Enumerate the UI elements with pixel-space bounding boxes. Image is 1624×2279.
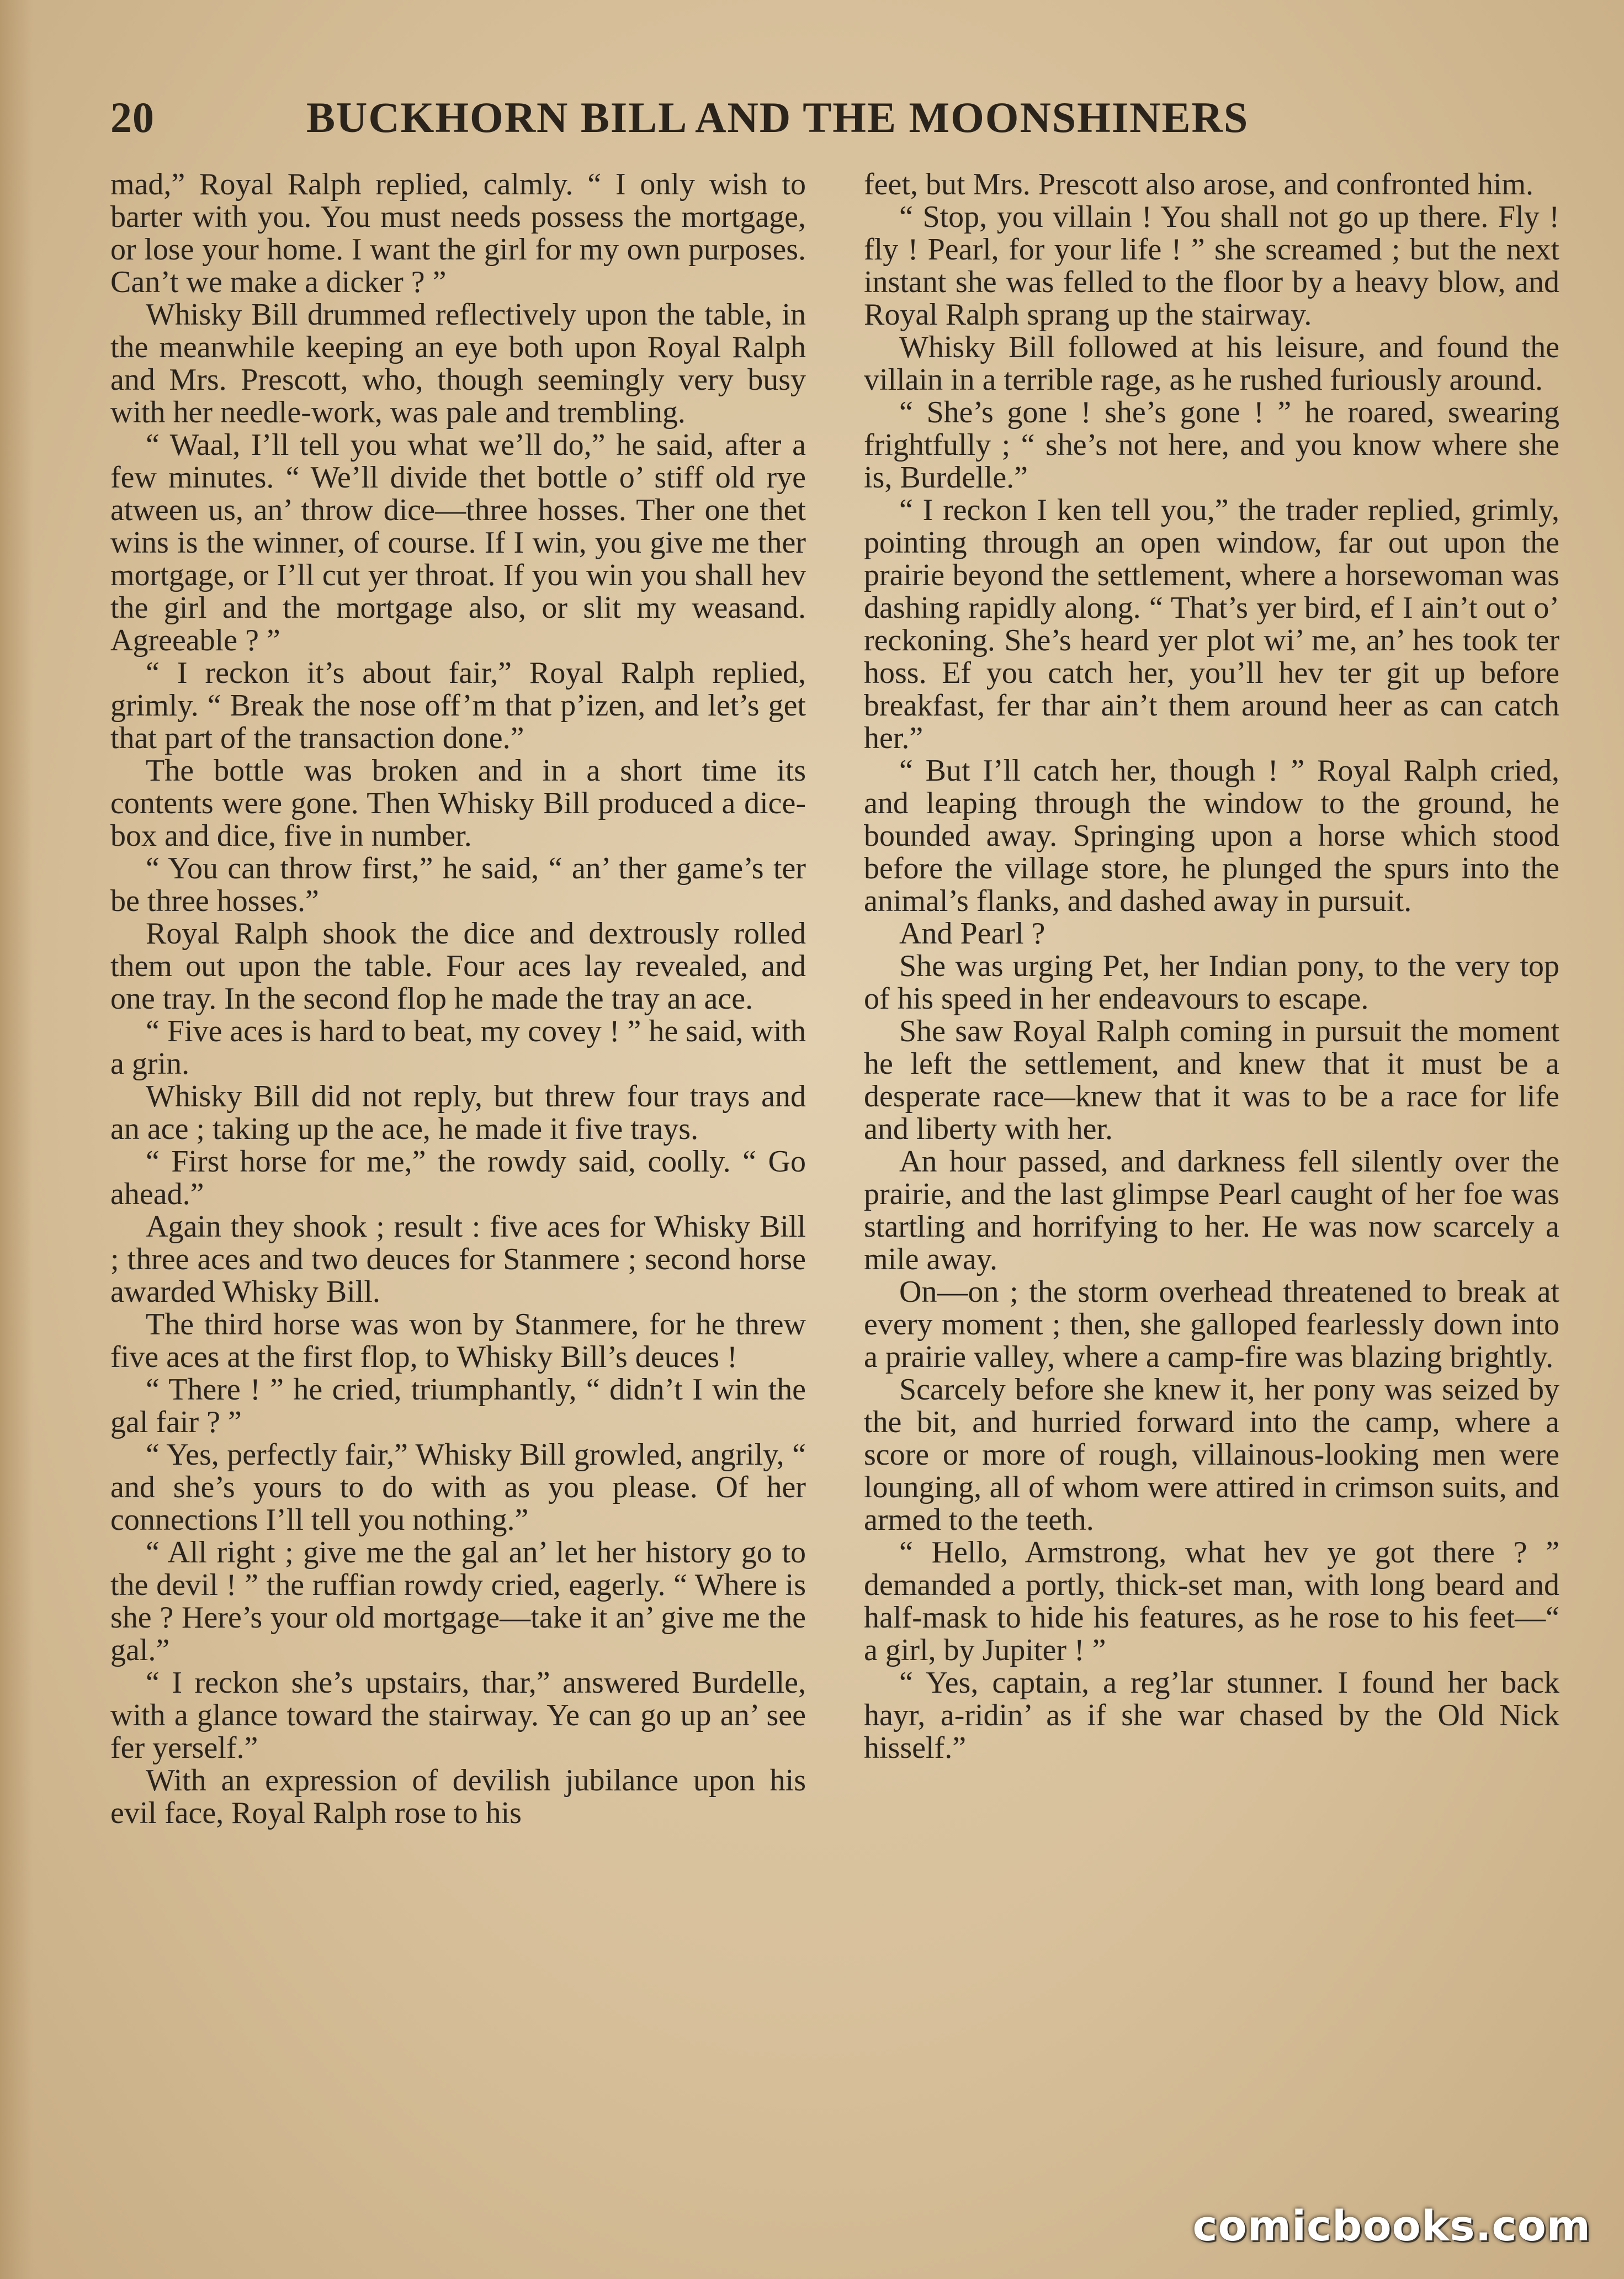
paragraph: The bottle was broken and in a short time its contents were gone. Then Whisky Bill produced a dice-box and dice, five in number. bbox=[110, 754, 806, 853]
paragraph: She saw Royal Ralph coming in pursuit the moment he left the settlement, and knew that it must be a desperate race—knew that it was to be a race for life and liberty with her. bbox=[864, 1014, 1559, 1146]
paragraph: “ Yes, captain, a reg’lar stunner. I found her back hayr, a-ridin’ as if she war chased by the Old Nick hisself.” bbox=[864, 1666, 1559, 1765]
paragraph: With an expression of devilish jubilance upon his evil face, Royal Ralph rose to his bbox=[110, 1763, 806, 1830]
paragraph: feet, but Mrs. Prescott also arose, and confronted him. bbox=[864, 167, 1534, 202]
paragraph: “ She’s gone ! she’s gone ! ” he roared, swearing frightfully ; “ she’s not here, and you know where she is, Burdelle.” bbox=[864, 395, 1559, 495]
paragraph: She was urging Pet, her Indian pony, to the very top of his speed in her endeavours to escape. bbox=[864, 949, 1559, 1016]
paragraph: mad,” Royal Ralph replied, calmly. “ I only wish to barter with you. You must needs possess the mortgage, or lose your home. I want the girl for my own purposes. Can’t we make a dicker ? ” bbox=[110, 167, 806, 299]
paragraph: “ First horse for me,” the rowdy said, coolly. “ Go ahead.” bbox=[110, 1144, 806, 1211]
page-number: 20 bbox=[110, 93, 155, 141]
paragraph: “ But I’ll catch her, though ! ” Royal Ralph cried, and leaping through the window to the ground, he bounded away. Springing upon a horse which stood before the village store, he plunged the spurs into the animal’s flanks, and dashed away in pursuit. bbox=[864, 754, 1559, 918]
paragraph: An hour passed, and darkness fell silently over the prairie, and the last glimpse Pearl caught of her foe was startling and horrifying to her. He was now scarcely a mile away. bbox=[864, 1144, 1559, 1276]
paragraph: “ Yes, perfectly fair,” Whisky Bill growled, angrily, “ and she’s yours to do with as you please. Of her connections I’ll tell you nothing.” bbox=[110, 1438, 806, 1537]
paragraph: “ You can throw first,” he said, “ an’ ther game’s ter be three hosses.” bbox=[110, 851, 806, 918]
paragraph: “ There ! ” he cried, triumphantly, “ didn’t I win the gal fair ? ” bbox=[110, 1372, 806, 1439]
paragraph: And Pearl ? bbox=[899, 916, 1045, 951]
paragraph: Whisky Bill followed at his leisure, and found the villain in a terrible rage, as he rushed furiously around. bbox=[864, 330, 1559, 397]
paragraph: “ Five aces is hard to beat, my covey ! ” he said, with a grin. bbox=[110, 1014, 806, 1081]
running-title: BUCKHORN BILL AND THE MOONSHINERS bbox=[306, 93, 1249, 141]
watermark-logo: comicbooks.com bbox=[1192, 2201, 1591, 2250]
paragraph: “ I reckon she’s upstairs, thar,” answered Burdelle, with a glance toward the stairway. Ye can go up an’ see fer yerself.” bbox=[110, 1666, 806, 1765]
right-column bbox=[864, 168, 1559, 1764]
paragraph: “ I reckon it’s about fair,” Royal Ralph replied, grimly. “ Break the nose off’m that p’izen, and let’s get that part of the transaction done.” bbox=[110, 656, 806, 755]
paragraph: “ Waal, I’ll tell you what we’ll do,” he said, after a few minutes. “ We’ll divide thet bottle o’ stiff old rye atween us, an’ throw dice—three hosses. Ther one thet wins is the winner, of course. If I win, you give me ther mortgage, or I’ll cut yer throat. If you win you shall hev the girl and the mortgage also, or slit my weasand. Agreeable ? ” bbox=[110, 428, 806, 658]
page-edge-shadow bbox=[0, 0, 33, 2279]
paragraph: “ All right ; give me the gal an’ let her history go to the devil ! ” the ruffian rowdy cried, eagerly. “ Where is she ? Here’s your old mortgage—take it an’ give me the gal.” bbox=[110, 1535, 806, 1667]
paragraph: Again they shook ; result : five aces for Whisky Bill ; three aces and two deuces for Stanmere ; second horse awarded Whisky Bill. bbox=[110, 1210, 806, 1309]
paragraph: Royal Ralph shook the dice and dextrously rolled them out upon the table. Four aces lay revealed, and one tray. In the second flop he made the tray an ace. bbox=[110, 916, 806, 1016]
paragraph: On—on ; the storm overhead threatened to break at every moment ; then, she galloped fearlessly down into a prairie valley, where a camp-fire was blazing brightly. bbox=[864, 1275, 1559, 1374]
paragraph: Scarcely before she knew it, her pony was seized by the bit, and hurried forward into the camp, where a score or more of rough, villainous-looking men were lounging, all of whom were attired in crimson suits, and armed to the teeth. bbox=[864, 1372, 1559, 1537]
paragraph: The third horse was won by Stanmere, for he threw five aces at the first flop, to Whisky Bill’s deuces ! bbox=[110, 1307, 806, 1374]
page-header bbox=[110, 93, 1391, 153]
paragraph: “ Hello, Armstrong, what hev ye got there ? ” demanded a portly, thick-set man, with long beard and half-mask to hide his features, as he rose to his feet—“ a girl, by Jupiter ! ” bbox=[864, 1535, 1559, 1667]
paragraph: Whisky Bill did not reply, but threw four trays and an ace ; taking up the ace, he made it five trays. bbox=[110, 1079, 806, 1146]
paragraph: “ Stop, you villain ! You shall not go up there. Fly ! fly ! Pearl, for your life ! ” she screamed ; but the next instant she was felled to the floor by a heavy blow, and Royal Ralph sprang up the stairway. bbox=[864, 200, 1559, 332]
paragraph: “ I reckon I ken tell you,” the trader replied, grimly, pointing through an open window, far out upon the prairie beyond the settlement, where a horsewoman was dashing rapidly along. “ That’s yer bird, ef I ain’t out o’ reckoning. She’s heard yer plot wi’ me, an’ hes took ter hoss. Ef you catch her, you’ll hev ter git up before breakfast, fer thar ain’t them around heer as can catch her.” bbox=[864, 493, 1559, 755]
left-column bbox=[110, 168, 806, 1830]
paragraph: Whisky Bill drummed reflectively upon the table, in the meanwhile keeping an eye both upon Royal Ralph and Mrs. Prescott, who, though seemingly very busy with her needle-work, was pale and trembling. bbox=[110, 298, 806, 430]
